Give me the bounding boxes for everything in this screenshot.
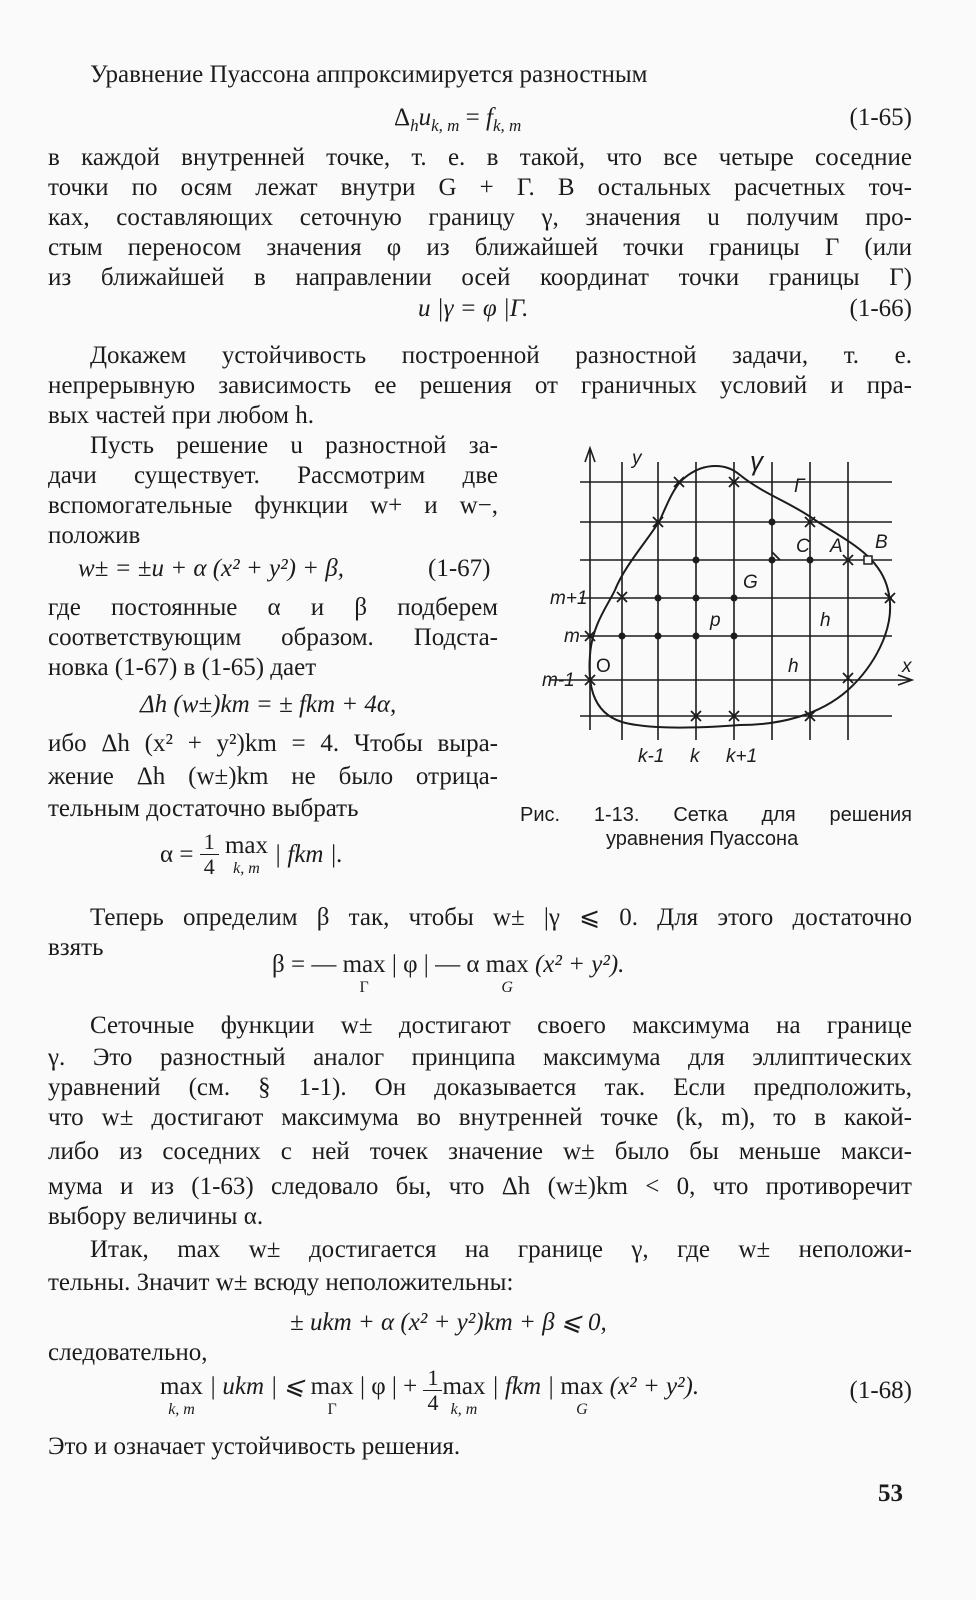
equation-inequality: ± ukm + α (x² + y²)km + β ⩽ 0,	[290, 1309, 607, 1336]
text-line: следовательно,	[48, 1339, 208, 1366]
point-p-label: p	[710, 610, 721, 631]
region-label: G	[743, 572, 758, 593]
text-line: соответствующим образом. Подста-	[48, 624, 498, 651]
equation-1-68: max k, m | ukm | ⩽ max Г | φ | + $\frac{1}{4}$ max k, m | fkm | max G (x² + y²).	[160, 1365, 700, 1418]
text-line: в каждой внутренней точке, т. е. в такой, что все четыре соседние	[48, 144, 912, 171]
text-line: где постоянные α и β подберем	[48, 594, 498, 621]
text-line: Теперь определим β так, чтобы w± |γ ⩽ 0. Для этого достаточно	[90, 904, 912, 931]
equation-alpha: α = $\frac{1}{4}$ max k, m | fkm |.	[160, 829, 343, 879]
step-h-label: h	[820, 610, 831, 631]
text-line: из ближайшей в направлении осей координат точки границы Г)	[48, 264, 912, 291]
point-c-label: C	[796, 536, 810, 557]
text-line: Докажем устойчивость построенной разностной задачи, т. е.	[90, 342, 912, 369]
text-line: тельны. Значит w± всюду неположительны:	[48, 1269, 514, 1296]
point-b-marker	[864, 556, 872, 564]
equation-number: (1-65)	[849, 104, 912, 131]
text-line: точки по осям лежат внутри G + Г. В остальных расчетных точ-	[48, 174, 912, 201]
text-line: Сеточные функции w± достигают своего максимума на границе	[90, 1012, 912, 1039]
point-b-label: B	[875, 532, 888, 553]
text-line: мума и из (1-63) следовало бы, что Δh (w±)km < 0, что противоречит	[48, 1173, 912, 1200]
text-line: ибо Δh (x² + y²)km = 4. Чтобы выра-	[48, 730, 498, 757]
text-line: тельным достаточно выбрать	[48, 795, 359, 822]
text-line: взять	[48, 934, 104, 961]
equation-1-65: $\Delta_hu_{k, m} = f_{k, m}$	[394, 104, 522, 135]
text-line: уравнений (см. § 1-1). Он доказывается так. Если предположить,	[48, 1074, 912, 1101]
row-label: m	[564, 626, 580, 647]
x-label: x	[902, 656, 912, 677]
point-a-label: A	[830, 536, 843, 557]
equation-number: (1-68)	[849, 1377, 912, 1404]
row-label: m-1	[542, 670, 575, 691]
text-line: Уравнение Пуассона аппроксимируется разностным	[90, 61, 648, 88]
text-line: вспомогательные функции w+ и w−,	[48, 492, 498, 519]
col-label: k-1	[638, 746, 665, 767]
col-label: k	[690, 746, 700, 767]
boundary-label: Г	[794, 476, 805, 497]
text-line: стым переносом значения φ из ближайшей точки границы Г (или	[48, 234, 912, 261]
equation-number: (1-67)	[428, 555, 491, 582]
equation-delta: Δh (w±)km = ± fkm + 4α,	[140, 691, 397, 718]
row-label: m+1	[550, 588, 588, 609]
y-label: y	[632, 448, 642, 469]
text-line: Это и означает устойчивость решения.	[48, 1433, 461, 1460]
text-line: ках, составляющих сеточную границу γ, значения u получим про-	[48, 204, 912, 231]
equation-1-66: u |γ = φ |Г.	[418, 295, 529, 322]
figure-caption: Рис. 1-13. Сетка для решения уравнения Пуассона	[520, 804, 912, 850]
text-line: Итак, max w± достигается на границе γ, где w± неположи-	[90, 1236, 912, 1263]
text-line: выбору величины α.	[48, 1203, 264, 1230]
text-line: новка (1-67) в (1-65) дает	[48, 654, 317, 681]
equation-1-67: w± = ±u + α (x² + y²) + β,	[78, 555, 345, 582]
text-line: положив	[48, 522, 141, 549]
text-line: вых частей при любом h.	[48, 402, 314, 429]
text-line: непрерывную зависимость ее решения от граничных условий и пра-	[48, 372, 912, 399]
boundary-curve	[589, 466, 890, 728]
equation-number: (1-66)	[849, 295, 912, 322]
page-number: 53	[878, 1480, 903, 1507]
grid-figure	[530, 440, 920, 770]
origin-label: O	[596, 656, 611, 677]
text-line: жение Δh (w±)km не было отрица-	[48, 763, 498, 790]
gamma-label: γ	[750, 446, 763, 476]
text-line: Пусть решение u разностной за-	[90, 432, 498, 459]
step-h-label: h	[788, 656, 799, 677]
text-line: либо из соседних с ней точек значение w± было бы меньше макси-	[48, 1138, 912, 1165]
col-label: k+1	[726, 746, 758, 767]
text-line: дачи существует. Рассмотрим две	[48, 462, 498, 489]
equation-beta: β = — max Г | φ | — α max G (x² + y²).	[272, 951, 625, 996]
text-line: что w± достигают максимума во внутренней точке (k, m), то в какой-	[48, 1104, 912, 1131]
text-line: γ. Это разностный аналог принципа максимума для эллиптических	[48, 1044, 912, 1071]
